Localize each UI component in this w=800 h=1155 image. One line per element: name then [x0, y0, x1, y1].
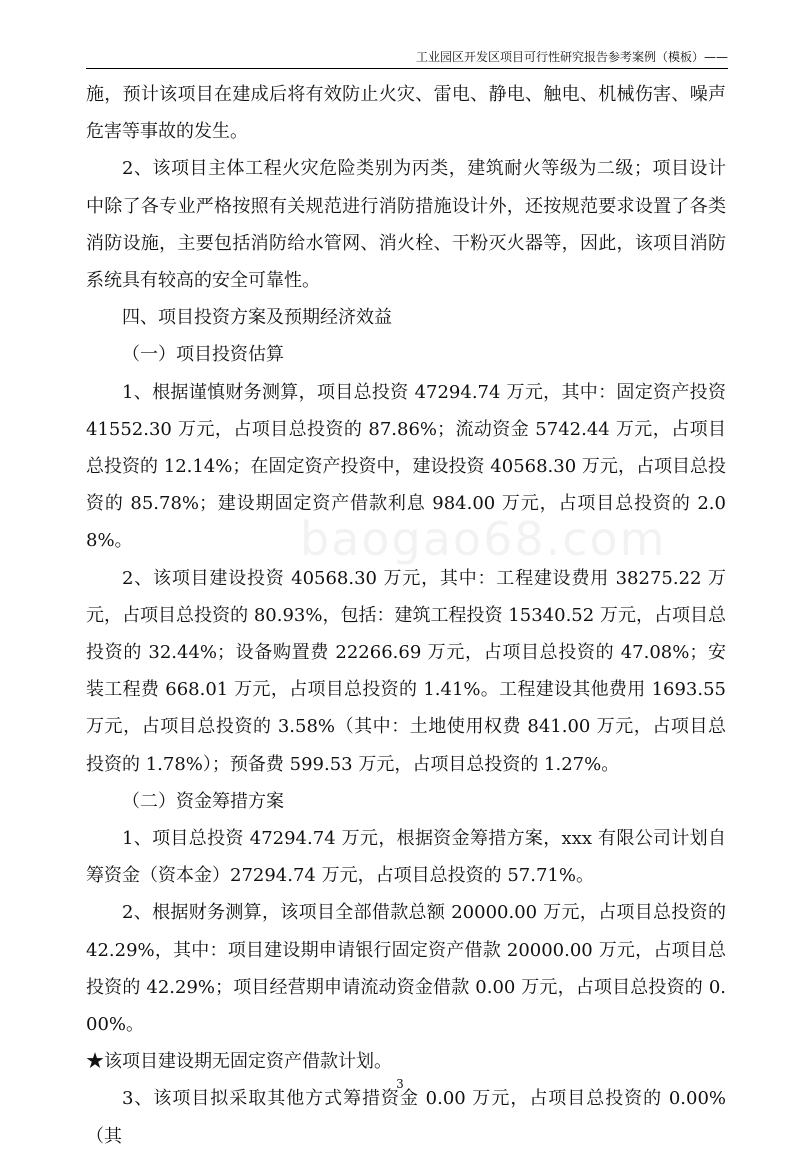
page-number: 3 — [396, 1077, 404, 1091]
header-rule — [86, 68, 728, 69]
paragraph-total-investment: 1、根据谨慎财务测算，项目总投资 47294.74 万元，其中：固定资产投资 41552.30 万元，占项目总投资的 87.86%；流动资金 5742.44 万元，占项目总投资的 12.14%；在固定资产投资中，建设投资 40568.30 万元，占项目总投资的 85.78%；建设期固定资产借款利息 984.00 万元，占项目总投资的 2.08%。 — [86, 381, 726, 552]
paragraph-other-financing: 3、该项目拟采取其他方式筹措资金 0.00 万元，占项目总投资的 0.00%（其 — [86, 1088, 726, 1147]
paragraph-construction-investment: 2、该项目建设投资 40568.30 万元，其中：工程建设费用 38275.22 万元，占项目总投资的 80.93%，包括：建筑工程投资 15340.52 万元，占项目总投资的 32.44%；设备购置费 22266.69 万元，占项目总投资的 47.08%；安装工程费 668.01 万元，占项目总投资的 1.41%。工程建设其他费用 1693.55 万元，占项目总投资的 3.58%（其中：土地使用权费 841.00 万元，占项目总投资的 1.78%）；预备费 599.53 万元，占项目总投资的 1.27%。 — [86, 567, 726, 775]
body-text — [86, 76, 726, 1155]
paragraph-loans: 2、根据财务测算，该项目全部借款总额 20000.00 万元，占项目总投资的 42.29%，其中：项目建设期申请银行固定资产借款 20000.00 万元，占项目总投资的 42.29%；项目经营期申请流动资金借款 0.00 万元，占项目总投资的 0.00%。 — [86, 902, 726, 1036]
watermark: baogao68.com — [300, 512, 667, 566]
running-header: 工业园区开发区项目可行性研究报告参考案例（模板）—— — [415, 50, 728, 64]
paragraph-fire-protection: 2、该项目主体工程火灾危险类别为丙类，建筑耐火等级为二级；项目设计中除了各专业严格按照有关规范进行消防措施设计外，还按规范要求设置了各类消防设施，主要包括消防给水管网、消火栓、干粉灭火器等，因此，该项目消防系统具有较高的安全可靠性。 — [86, 158, 726, 292]
subsection-heading-investment-estimate: （一）项目投资估算 — [122, 344, 284, 366]
paragraph-self-raised-funds: 1、项目总投资 47294.74 万元，根据资金筹措方案，xxx 有限公司计划自筹资金（资本金）27294.74 万元，占项目总投资的 57.71%。 — [86, 828, 726, 887]
paragraph-continued-safety: 施，预计该项目在建成后将有效防止火灾、雷电、静电、触电、机械伤害、噪声危害等事故的发生。 — [86, 84, 726, 143]
section-heading-investment-plan: 四、项目投资方案及预期经济效益 — [122, 307, 392, 329]
subsection-heading-financing-plan: （二）资金筹措方案 — [122, 790, 284, 812]
paragraph-no-loan-plan: ★该项目建设期无固定资产借款计划。 — [86, 1051, 392, 1073]
